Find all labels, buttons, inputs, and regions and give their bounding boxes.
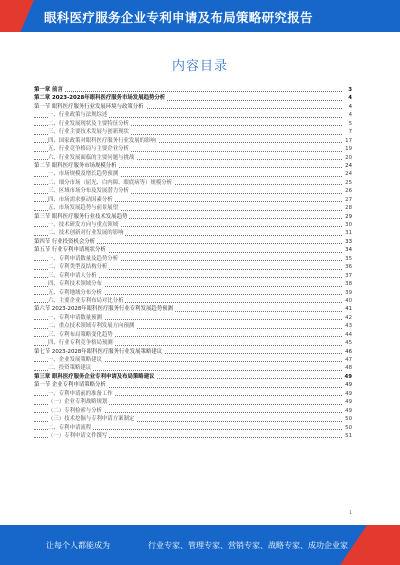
toc-entry-title: 一、专利申请前的准备工作: [48, 390, 113, 397]
toc-entry[interactable]: [34, 263, 352, 271]
toc-entry-title: 一、专利申请数量及趋势分析: [48, 255, 119, 262]
toc-entry-page: 36: [345, 264, 352, 271]
toc-entry-title: 六、行业发展面临的主要问题与挑战: [48, 154, 135, 161]
toc-entry-page: 41: [345, 306, 352, 313]
toc-entry-title: 二、专利类型及结构分析: [48, 264, 108, 271]
toc-entry-title: （二）专利检索与分析: [48, 407, 102, 414]
toc-entry[interactable]: [34, 103, 352, 111]
toc-entry-page: 30: [345, 222, 352, 228]
toc-entry[interactable]: [34, 120, 352, 128]
toc-entry-title: 二、技术创新对行业发展的影响: [48, 230, 124, 237]
toc-entry[interactable]: [34, 364, 352, 372]
toc-entry-title: 二、行业发展现状及主要特征分析: [48, 120, 129, 127]
toc-entry-page: 27: [345, 196, 352, 203]
toc-entry-page: 31: [345, 230, 352, 237]
toc-entry-page: 26: [345, 188, 352, 195]
toc-entry[interactable]: [34, 339, 352, 347]
toc-entry-title: 三、区域市场分布及发展潜力分析: [48, 188, 129, 195]
toc-entry[interactable]: [34, 289, 352, 297]
toc-entry[interactable]: [34, 322, 352, 330]
toc-entry-page: 50: [345, 416, 352, 423]
toc-entry-title: 二、投资策略建议: [48, 365, 92, 372]
header-accent-stripe: [0, 0, 34, 32]
toc-entry-page: 43: [345, 323, 352, 330]
toc-entry[interactable]: [34, 348, 352, 356]
toc-entry[interactable]: [34, 94, 352, 102]
toc-entry-page: 51: [345, 432, 352, 439]
toc-entry[interactable]: [34, 111, 352, 119]
toc-entry-page: 33: [345, 238, 352, 245]
toc-entry[interactable]: [34, 246, 352, 254]
toc-entry[interactable]: [34, 381, 352, 389]
toc-entry[interactable]: [34, 128, 352, 136]
toc-entry-page: 50: [345, 424, 352, 431]
toc-entry-page: 24: [345, 171, 352, 178]
toc-entry-page: 45: [345, 340, 352, 347]
toc-entry-title: 四、行业专利竞争格局预测: [48, 340, 113, 347]
toc-entry[interactable]: [34, 204, 352, 212]
toc-entry-page: 3: [348, 87, 352, 93]
toc-entry-title: 第二章 2023-2028年眼科医疗服务市场发展趋势分析: [34, 95, 166, 102]
toc-entry[interactable]: [34, 255, 352, 263]
toc-entry-page: 37: [345, 272, 352, 279]
toc-entry-title: 二、专利申请流程: [48, 424, 92, 431]
toc-entry-title: 第二节 眼科医疗服务市场规模分析: [34, 162, 117, 169]
toc-entry[interactable]: [34, 398, 352, 406]
toc-entry-page: 35: [345, 255, 352, 262]
toc-entry-page: 24: [345, 162, 352, 169]
toc-entry-title: 五、行业竞争格局与主要企业分析: [48, 146, 129, 153]
header-banner: [0, 0, 400, 32]
toc-entry-title: 一、专利申请数量预测: [48, 314, 102, 321]
toc-entry-title: 第四节 行业投资机会分析: [34, 238, 96, 245]
toc-entry-title: 四、国家政策对眼科医疗服务行业发展的影响: [48, 137, 156, 144]
toc-entry-page: 39: [345, 289, 352, 296]
page-number: 1: [349, 511, 352, 516]
toc-entry-page: 25: [345, 179, 352, 186]
toc-entry[interactable]: [34, 229, 352, 237]
report-title: 眼科医疗服务企业专利申请及布局策略研究报告: [44, 10, 313, 25]
toc-entry-title: 第五节 行业专利申请现状分析: [34, 247, 106, 254]
toc-entry-page: 49: [345, 382, 352, 389]
toc-entry-title: 第三章 眼科医疗服务企业专利申请及布局策略建议: [34, 373, 155, 380]
toc-entry-page: 19: [345, 146, 352, 153]
toc-entry[interactable]: [34, 238, 352, 246]
toc-entry-title: 第一章 前言: [34, 87, 63, 93]
toc-entry-title: 四、市场需求驱动因素分析: [48, 196, 113, 203]
toc-entry-title: 第一节 企业专利申请策略分析: [34, 382, 106, 389]
footer-slogan: 让每个人都能成为: [46, 541, 110, 550]
toc-entry-title: 四、专利技术领域分布: [48, 281, 102, 288]
toc-entry-page: 17: [345, 137, 352, 144]
toc-entry[interactable]: [34, 331, 352, 339]
toc-entry-title: 二、细分市场（屈光、白内障、眼底病等）规模分析: [48, 179, 172, 186]
toc-entry[interactable]: [34, 424, 352, 432]
toc-entry-title: （一）企业专利战略规划: [48, 399, 108, 406]
toc-entry-title: 五、市场发展趋势与前景展望: [48, 205, 119, 212]
toc-entry-title: 三、专利布局策略变化趋势: [48, 331, 113, 338]
footer-banner: [0, 525, 400, 565]
toc-entry-title: 一、技术研发方向与重点领域: [48, 222, 119, 228]
leader-dots: [34, 91, 342, 92]
toc-entry-page: 48: [345, 365, 352, 372]
toc-entry-title: （三）技术挖掘与专利申请方案制定: [48, 416, 135, 423]
toc-entry[interactable]: [34, 145, 352, 153]
toc-entry-title: 一、市场规模及增长趋势预测: [48, 171, 119, 178]
toc-entry-title: 第一节 眼科医疗服务行业发展环境与政策分析: [34, 103, 144, 110]
toc-entry-title: 第六节 2023-2028年眼科医疗服务行业专利发展趋势预测: [34, 306, 173, 313]
toc-entry-title: 三、行业主要技术发展与创新现状: [48, 129, 129, 136]
toc-entry-title: 五、专利地域分布分析: [48, 289, 102, 296]
toc-entry-page: 49: [344, 373, 352, 380]
toc-entry[interactable]: [34, 390, 352, 398]
toc-entry[interactable]: [34, 86, 352, 94]
toc-entry-title: （一）专利申请文件撰写: [48, 432, 108, 439]
toc-entry-page: 46: [345, 348, 352, 355]
toc-entry-title: 一、行业政策与法规综述: [48, 112, 108, 119]
toc-entry-title: 第三节 眼科医疗服务行业技术发展趋势: [34, 213, 128, 220]
toc-entry[interactable]: [34, 179, 352, 187]
toc-entry-page: 49: [345, 407, 352, 414]
toc-entry[interactable]: [34, 415, 352, 423]
toc-entry[interactable]: [34, 137, 352, 145]
toc-entry[interactable]: [34, 154, 352, 162]
toc-entry-page: 28: [345, 205, 352, 212]
toc-entry-page: 40: [345, 297, 352, 304]
toc-entry[interactable]: [34, 356, 352, 364]
toc-entry-page: 49: [345, 399, 352, 406]
toc-entry[interactable]: [34, 297, 352, 305]
toc-heading: 内容目录: [171, 59, 228, 74]
toc-entry-page: 42: [345, 314, 352, 321]
toc-entry-title: 六、主要企业专利布局对比分析: [48, 297, 124, 304]
toc-entry-page: 5: [348, 120, 352, 127]
toc-entry-title: 二、重点技术领域专利发展方向预测: [48, 323, 135, 330]
toc-entry[interactable]: [34, 221, 352, 229]
toc-entry-page: 29: [345, 213, 352, 220]
toc-entry[interactable]: [34, 196, 352, 204]
toc-entry-title: 三、专利申请人分析: [48, 272, 97, 279]
toc-entry[interactable]: [34, 314, 352, 322]
toc-entry[interactable]: [34, 373, 352, 381]
toc-entry[interactable]: [34, 407, 352, 415]
toc-entry-title: 第七节 2023-2028年眼科医疗服务行业发展策略建议: [34, 348, 163, 355]
toc-entry[interactable]: [34, 280, 352, 288]
toc-entry-page: 4: [348, 112, 352, 119]
toc-entry[interactable]: [34, 305, 352, 313]
toc-entry-page: 4: [348, 103, 352, 110]
footer-accent-stripe: [340, 525, 400, 565]
toc-entry-page: 4: [348, 95, 352, 102]
toc-entry-page: 47: [345, 357, 352, 363]
toc-entry-page: 44: [345, 331, 352, 338]
toc-entry-page: 20: [345, 154, 352, 161]
footer-tagline: 行业专家、管理专家、营销专家、战略专家、成功企业家: [148, 541, 348, 550]
toc-entry-title: 一、企业发展策略建议: [48, 357, 102, 363]
toc-entry[interactable]: [34, 170, 352, 178]
toc-entry-page: 34: [345, 247, 352, 254]
toc-entry[interactable]: [34, 213, 352, 221]
toc-entry[interactable]: [34, 272, 352, 280]
toc-entry[interactable]: [34, 432, 352, 440]
toc-entry-page: 7: [348, 129, 352, 136]
toc-entry[interactable]: [34, 187, 352, 195]
toc-entry-page: 38: [345, 281, 352, 288]
toc-entry-page: 49: [345, 390, 352, 397]
table-of-contents: [34, 86, 352, 440]
toc-entry[interactable]: [34, 162, 352, 170]
